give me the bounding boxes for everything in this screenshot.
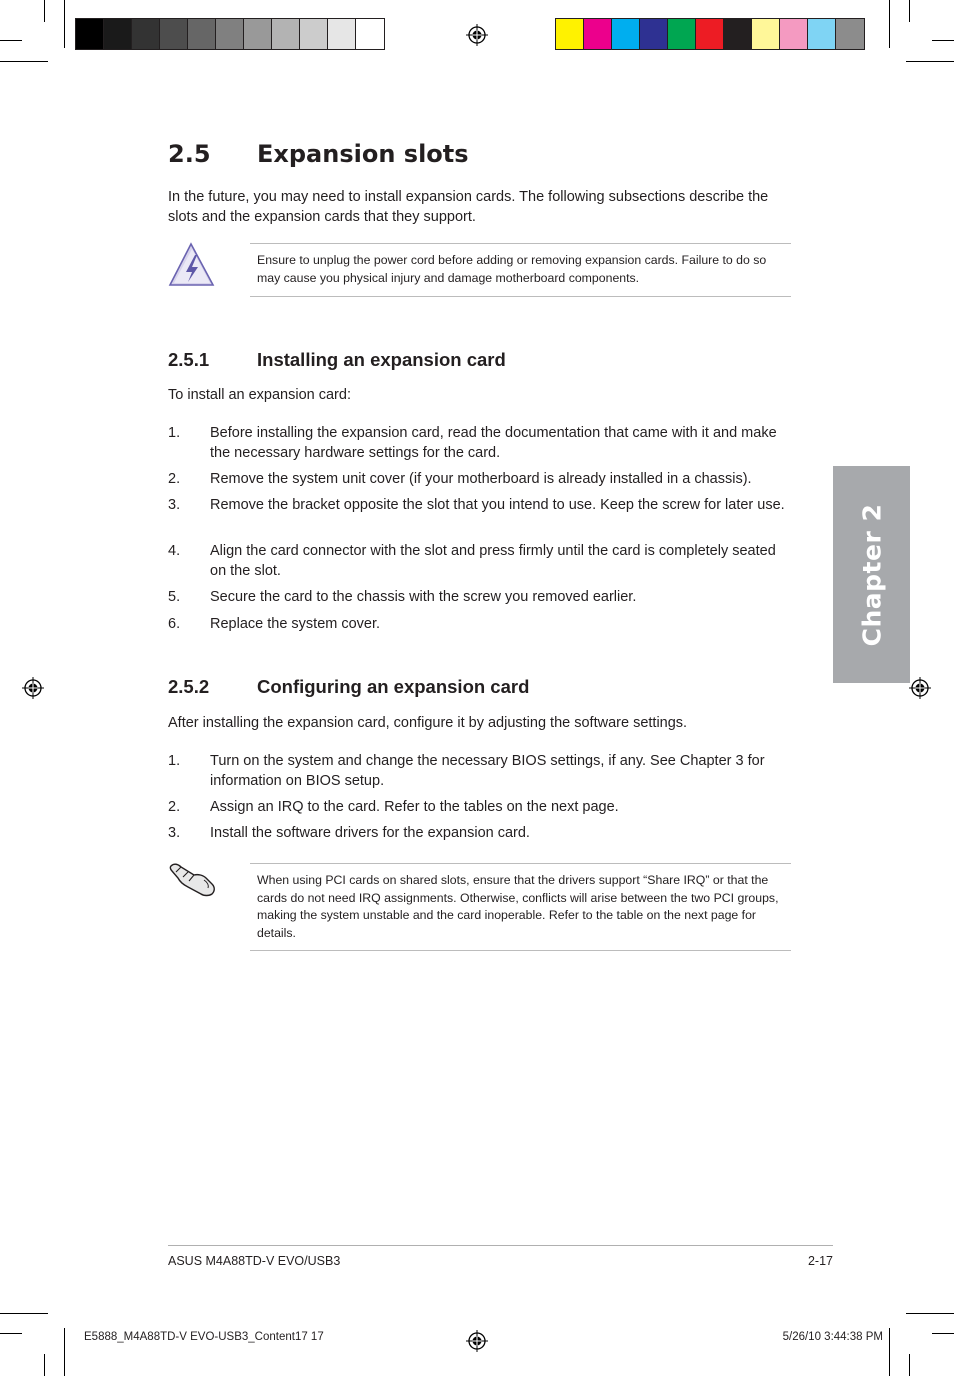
color-swatch — [724, 19, 752, 49]
color-swatch — [356, 19, 384, 49]
list-item — [168, 797, 793, 817]
step-number: 5. — [168, 589, 181, 605]
step-text: Remove the bracket opposite the slot that you intend to use. Keep the screw for later use. — [210, 497, 785, 513]
hand-note-text: When using PCI cards on shared slots, ensure that the drivers support “Share IRQ” or that the cards do not need IRQ assignments. Otherwise, conflicts will arise between the two PCI groups, making the system unstable and the card inoperable. Refer to the table on the next page for details. — [257, 873, 779, 940]
color-swatch — [160, 19, 188, 49]
list-item — [168, 423, 793, 463]
step-text: Secure the card to the chassis with the screw you removed earlier. — [210, 589, 637, 605]
subsection-title-text: Configuring an expansion card — [257, 676, 530, 697]
list-item — [168, 751, 793, 791]
registration-mark-icon — [466, 1330, 488, 1352]
hand-note — [250, 863, 791, 951]
intro-paragraph: In the future, you may need to install expansion cards. The following subsections describe the slots and the expansion cards that they support. — [168, 189, 769, 225]
color-swatch — [808, 19, 836, 49]
section-title — [168, 140, 469, 168]
color-swatch — [132, 19, 160, 49]
subsection-title-2-5-2 — [168, 676, 529, 698]
color-swatch — [584, 19, 612, 49]
configure-lead: After installing the expansion card, configure it by adjusting the software settings. — [168, 715, 688, 731]
color-swatch — [640, 19, 668, 49]
color-swatch — [696, 19, 724, 49]
color-swatch — [752, 19, 780, 49]
warning-note-text: Ensure to unplug the power cord before adding or removing expansion cards. Failure to do so may cause you physical injury and damage motherboard components. — [257, 253, 767, 285]
color-swatch — [104, 19, 132, 49]
slug-filename: E5888_M4A88TD-V EVO-USB3_Content17 17 — [84, 1331, 324, 1343]
color-swatch — [188, 19, 216, 49]
chapter-tab-label: Chapter 2 — [857, 503, 886, 646]
subsection-number: 2.5.2 — [168, 676, 210, 697]
color-swatch — [272, 19, 300, 49]
list-item — [168, 469, 793, 489]
list-item — [168, 614, 793, 634]
step-number: 3. — [168, 497, 181, 513]
chapter-tab — [833, 466, 910, 683]
slug-timestamp: 5/26/10 3:44:38 PM — [782, 1331, 883, 1343]
color-bar — [555, 18, 865, 50]
list-item — [168, 495, 793, 515]
footer-page-number: 2-17 — [807, 1254, 833, 1268]
step-number: 2. — [168, 799, 181, 815]
section-title-text: Expansion slots — [257, 140, 469, 168]
step-number: 6. — [168, 616, 181, 632]
registration-mark-icon — [466, 24, 488, 46]
color-swatch — [556, 19, 584, 49]
step-number: 1. — [168, 753, 181, 769]
step-number: 4. — [168, 543, 181, 559]
step-number: 3. — [168, 825, 181, 841]
step-text: Assign an IRQ to the card. Refer to the tables on the next page. — [210, 799, 619, 815]
list-item — [168, 823, 793, 843]
list-item — [168, 541, 793, 581]
color-swatch — [216, 19, 244, 49]
color-swatch — [780, 19, 808, 49]
install-lead: To install an expansion card: — [168, 387, 351, 403]
grayscale-bar — [75, 18, 385, 50]
subsection-title-2-5-1 — [168, 349, 506, 371]
color-swatch — [328, 19, 356, 49]
subsection-title-text: Installing an expansion card — [257, 349, 506, 370]
color-swatch — [668, 19, 696, 49]
warning-note — [250, 243, 791, 297]
step-text: Turn on the system and change the necessary BIOS settings, if any. See Chapter 3 for information on BIOS setup. — [210, 753, 765, 789]
registration-mark-icon — [909, 677, 931, 699]
step-text: Replace the system cover. — [210, 616, 381, 632]
color-swatch — [76, 19, 104, 49]
color-swatch — [836, 19, 864, 49]
step-number: 2. — [168, 471, 181, 487]
step-text: Install the software drivers for the expansion card. — [210, 825, 530, 841]
warning-lightning-icon — [168, 241, 216, 289]
step-text: Align the card connector with the slot and press firmly until the card is completely seated on the slot. — [210, 543, 776, 579]
subsection-number: 2.5.1 — [168, 349, 210, 370]
footer-product: ASUS M4A88TD-V EVO/USB3 — [168, 1254, 341, 1268]
footer-divider — [168, 1245, 833, 1246]
section-number: 2.5 — [168, 140, 211, 168]
step-text: Before installing the expansion card, read the documentation that came with it and make the necessary hardware settings for the card. — [210, 425, 777, 461]
color-swatch — [244, 19, 272, 49]
color-swatch — [300, 19, 328, 49]
list-item — [168, 587, 793, 607]
pointing-hand-icon — [168, 860, 218, 898]
step-text: Remove the system unit cover (if your motherboard is already installed in a chassis). — [210, 471, 752, 487]
step-number: 1. — [168, 425, 181, 441]
registration-mark-icon — [22, 677, 44, 699]
color-swatch — [612, 19, 640, 49]
